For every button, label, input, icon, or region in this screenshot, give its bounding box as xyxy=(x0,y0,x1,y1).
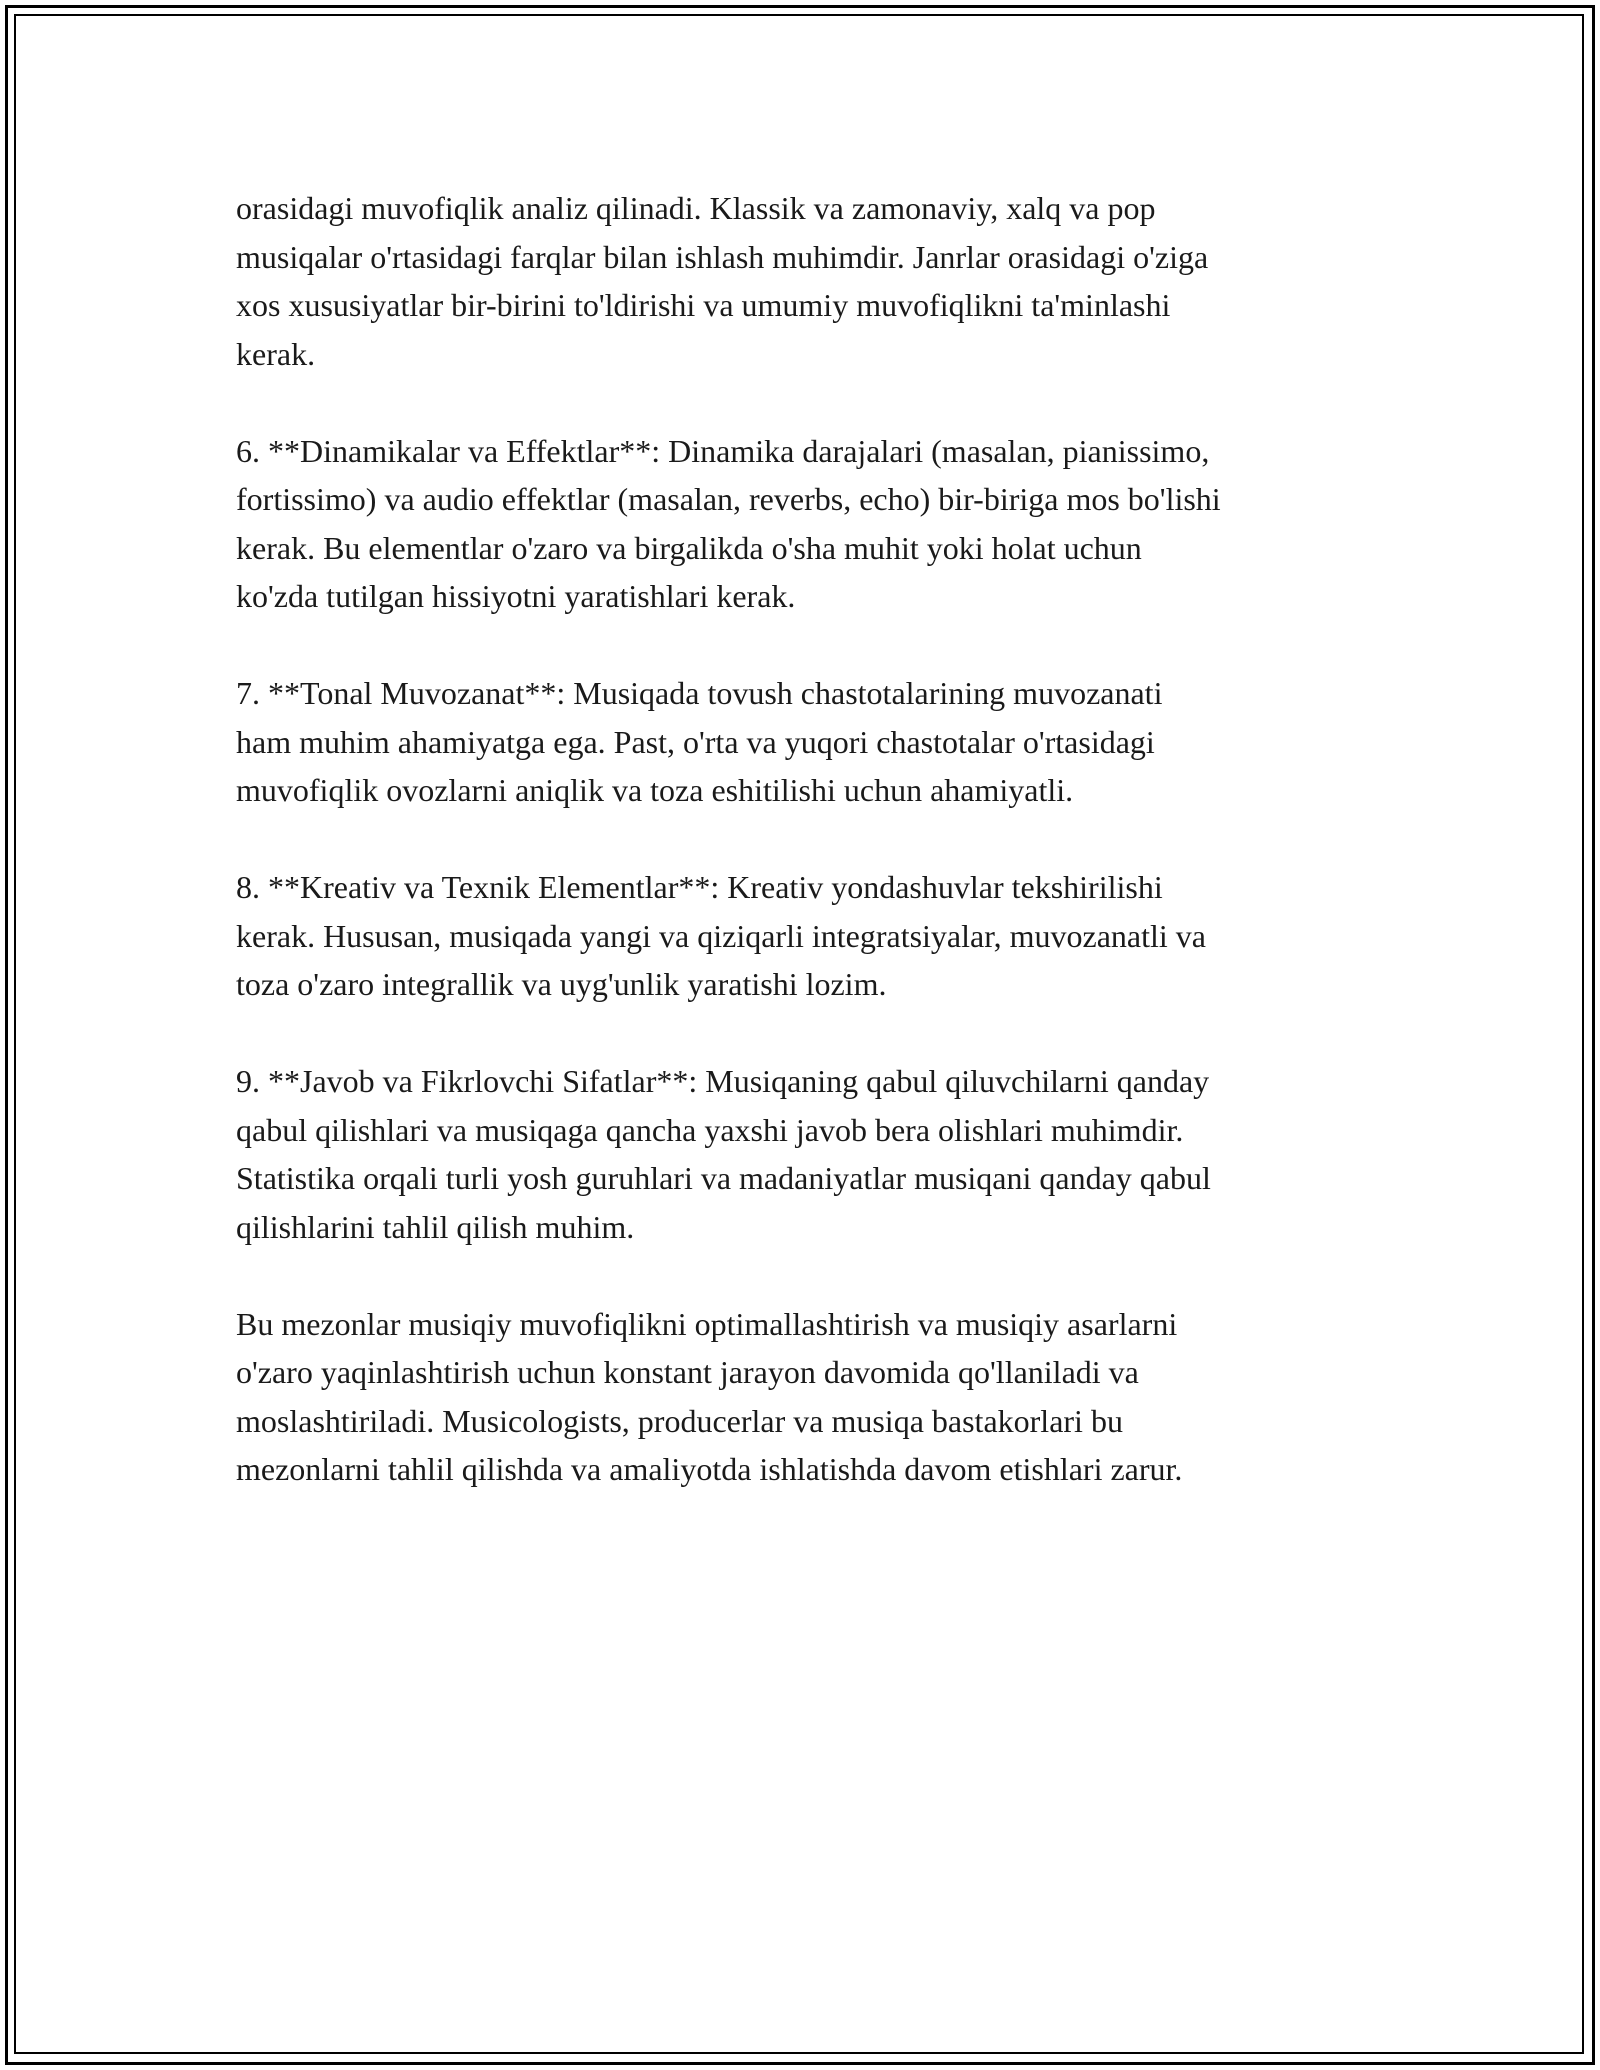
text-line: xos xususiyatlar bir-birini to'ldirishi va umumiy muvofiqlikni ta'minlashi xyxy=(236,287,1171,323)
text-line: moslashtiriladi. Musicologists, producerlar va musiqa bastakorlari bu xyxy=(236,1402,1123,1439)
text-line: musiqalar o'rtasidagi farqlar bilan ishlash muhimdir. Janrlar orasidagi o'ziga xyxy=(236,238,1209,275)
text-line: orasidagi muvofiqlik analiz qilinadi. Klassik va zamonaviy, xalq va pop xyxy=(236,190,1156,226)
text-line: qabul qilishlari va musiqaga qancha yaxshi javob bera olishlari muhimdir. xyxy=(236,1111,1184,1148)
text-line: fortissimo) va audio effektlar (masalan, reverbs, echo) bir-biriga mos bo'lishi xyxy=(236,481,1221,517)
paragraph-conclusion xyxy=(236,1300,1376,1494)
text-line: Bu mezonlar musiqiy muvofiqlikni optimallashtirish va musiqiy asarlarni xyxy=(236,1305,1178,1342)
text-line: toza o'zaro integrallik va uyg'unlik yaratishi lozim. xyxy=(236,966,887,1002)
paragraph-item-7 xyxy=(236,669,1376,815)
text-line: kerak. Bu elementlar o'zaro va birgalikda o'sha muhit yoki holat uchun xyxy=(236,529,1142,566)
text-line: mezonlarni tahlil qilishda va amaliyotda ishlatishda davom etishlari zarur. xyxy=(236,1451,1183,1487)
text-line: ham muhim ahamiyatga ega. Past, o'rta va yuqori chastotalar o'rtasidagi xyxy=(236,723,1155,760)
text-line: 7. **Tonal Muvozanat**: Musiqada tovush chastotalarining muvozanati xyxy=(236,675,1163,711)
text-line: ko'zda tutilgan hissiyotni yaratishlari kerak. xyxy=(236,578,796,614)
text-line: o'zaro yaqinlashtirish uchun konstant jarayon davomida qo'llaniladi va xyxy=(236,1354,1139,1390)
text-line: 6. **Dinamikalar va Effektlar**: Dinamika darajalari (masalan, pianissimo, xyxy=(236,432,1210,469)
text-line: Statistika orqali turli yosh guruhlari va madaniyatlar musiqani qanday qabul xyxy=(236,1160,1211,1196)
paragraph-continuation xyxy=(236,184,1376,378)
text-line: kerak. xyxy=(236,335,316,372)
text-line: muvofiqlik ovozlarni aniqlik va toza eshitilishi uchun ahamiyatli. xyxy=(236,772,1074,808)
text-line: 9. **Javob va Fikrlovchi Sifatlar**: Musiqaning qabul qiluvchilarni qanday xyxy=(236,1063,1210,1099)
paragraph-item-6 xyxy=(236,427,1376,621)
document-body xyxy=(236,184,1376,1542)
text-line: 8. **Kreativ va Texnik Elementlar**: Kreativ yondashuvlar tekshirilishi xyxy=(236,869,1163,905)
paragraph-item-8 xyxy=(236,863,1376,1009)
text-line: kerak. Hususan, musiqada yangi va qiziqarli integratsiyalar, muvozanatli va xyxy=(236,917,1206,954)
text-line: qilishlarini tahlil qilish muhim. xyxy=(236,1208,635,1245)
paragraph-item-9 xyxy=(236,1057,1376,1251)
